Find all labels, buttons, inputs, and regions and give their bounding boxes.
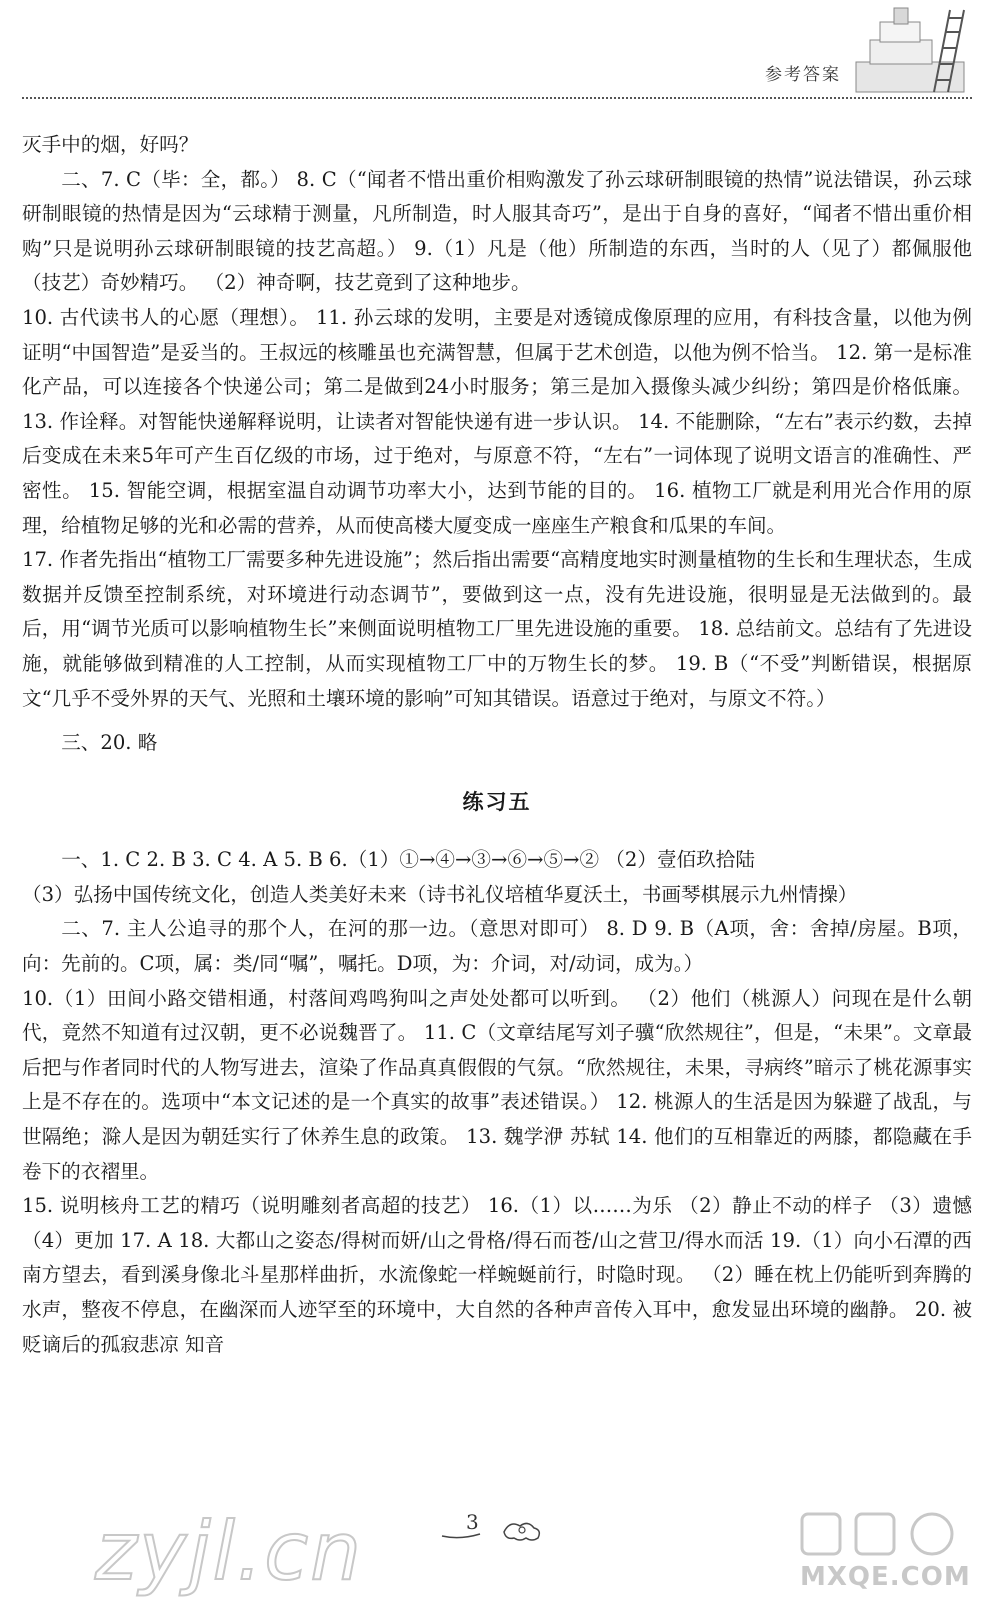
answer-content xyxy=(22,128,972,1362)
books-ladder-icon xyxy=(850,0,970,98)
watermark-left: zyjl.cn xyxy=(95,1505,363,1598)
paragraph: 灭手中的烟，好吗？ xyxy=(22,133,199,156)
page-number: 3 xyxy=(466,1510,479,1534)
paragraph: 二、7. 主人公追寻的那个人，在河的那一边。（意思对即可） 8. D 9. B（A项，舍：舍掉/房屋。B项，向：先前的。C项，属：类/同“嘱”，嘱托。D项，为：介词，对/动词，成为。） xyxy=(22,917,972,976)
paragraph: 一、1. C 2. B 3. C 4. A 5. B 6.（1）①→④→③→⑥→⑤→② （2）壹佰玖拾陆 xyxy=(61,848,755,872)
watermark-domain: MXQE.COM xyxy=(800,1562,971,1592)
section-title: 练习五 xyxy=(462,789,532,814)
paragraph: 17. 作者先指出“植物工厂需要多种先进设施”；然后指出需要“高精度地实时测量植物的生长和生理状态，生成数据并反馈至控制系统，对环境进行动态调节”，要做到这一点，没有先进设施，很明显是无法做到的。最后，用“调节光质可以影响植物生长”来侧面说明植物工厂里先进设施的重要。 18. 总结前文。总结有了先进设施，就能够做到精准的人工控制，从而实现植物工厂中的万物生长的梦。 19. B（“不受”判断错误，根据原文“几乎不受外界的天气、光照和土壤环境的影响”可知其错误。语意过于绝对，与原文不符。） xyxy=(22,548,972,710)
paragraph: （3）弘扬中国传统文化，创造人类美好未来（诗书礼仪培植华夏沃土，书画琴棋展示九州情操） xyxy=(22,882,858,906)
paragraph: 二、7. C（毕：全，都。） 8. C（“闻者不惜出重价相购激发了孙云球研制眼镜的热情”说法错误，孙云球研制眼镜的热情是因为“云球精于测量，凡所制造，时人服其奇巧”，是出于自身的喜好，“闻者不惜出重价相购”只是说明孙云球研制眼镜的技艺高超。） 9.（1）凡是（他）所制造的东西，当时的人（见了）都佩服他（技艺）奇妙精巧。 （2）神奇啊，技艺竟到了这种地步。 xyxy=(22,167,972,295)
paragraph: 10.（1）田间小路交错相通，村落间鸡鸣狗叫之声处处都可以听到。 （2）他们（桃源人）问现在是什么朝代，竟然不知道有过汉朝，更不必说魏晋了。 11. C（文章结尾写刘子骥“欣然规往”，但是，“未果”。文章最后把与作者同时代的人物写进去，渲染了作品真真假假的气氛。“欣然规往，未果，寻病终”暗示了桃花源事实上是不存在的。选项中“本文记述的是一个真实的故事”表述错误。） 12. 桃源人的生活是因为躲避了战乱，与世隔绝；滁人是因为朝廷实行了休养生息的政策。 13. 魏学洢 苏轼 14. 他们的互相靠近的两膝，都隐藏在手卷下的衣褶里。 xyxy=(22,986,972,1183)
paragraph: 三、20. 略 xyxy=(61,731,158,755)
cloud-swirl-icon xyxy=(440,1512,550,1542)
paragraph: 15. 说明核舟工艺的精巧（说明雕刻者高超的技艺） 16.（1）以……为乐 （2）静止不动的样子 （3）遗憾 （4）更加 17. A 18. 大都山之姿态/得树而妍/山之骨格/得石而苍/山之营卫/得水而活 19.（1）向小石潭的西南方望去，看到溪身像北斗星那样曲折，水流像蛇一样蜿蜒前行，时隐时现。 （2）睡在枕上仍能听到奔腾的水声，整夜不停息，在幽深而人迹罕至的环境中，大自然的各种声音传入耳中，愈发显出环境的幽静。 20. 被贬谪后的孤寂悲凉 知音 xyxy=(22,1194,972,1356)
watermark-logo-icon xyxy=(800,1510,960,1562)
header-label: 参考答案 xyxy=(765,65,841,85)
header-divider xyxy=(22,97,972,99)
paragraph: 10. 古代读书人的心愿（理想）。 11. 孙云球的发明，主要是对透镜成像原理的应用，有科技含量，以他为例证明“中国智造”是妥当的。王叔远的核雕虽也充满智慧，但属于艺术创造，以他为例不恰当。 12. 第一是标准化产品，可以连接各个快递公司；第二是做到24小时服务；第三是加入摄像头减少纠纷；第四是价格低廉。 13. 作诠释。对智能快递解释说明，让读者对智能快递有进一步认识。 14. 不能删除，“左右”表示约数，去掉后变成在未来5年可产生百亿级的市场，过于绝对，与原意不符，“左右”一词体现了说明文语言的准确性、严密性。 15. 智能空调，根据室温自动调节功率大小，达到节能的目的。 16. 植物工厂就是利用光合作用的原理，给植物足够的光和必需的营养，从而使高楼大厦变成一座座生产粮食和瓜果的车间。 xyxy=(22,305,972,537)
